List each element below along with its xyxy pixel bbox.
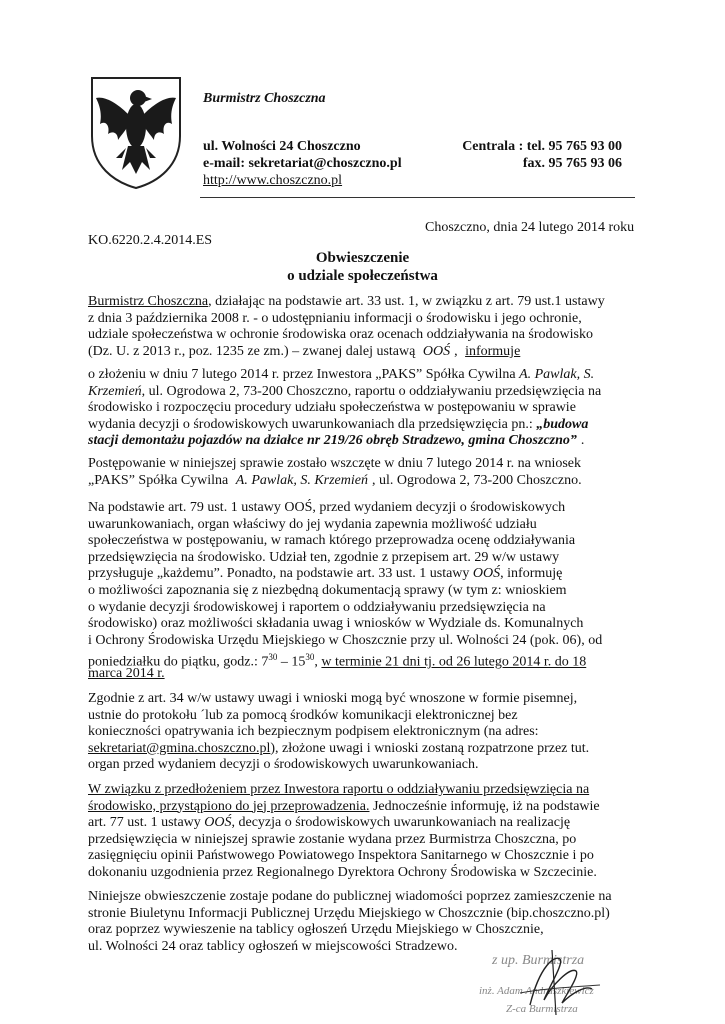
text-line: oraz poprzez wywieszenie na tablicy ogłoszeń Urzędu Miejskiego w Choszcznie, bbox=[88, 922, 544, 938]
fax-number: fax. 95 765 93 06 bbox=[522, 156, 622, 171]
text-line: stronie Biuletynu Informacji Publicznej Urzędu Miejskiego w Choszcznie (bip.choszczno.pl) bbox=[88, 905, 610, 921]
text-line: wydania decyzji o środowiskowych uwarunkowaniach dla przedsięwzięcia pn.: „budowa bbox=[88, 416, 589, 432]
contact-address-block bbox=[203, 138, 402, 189]
text-line: udziale społeczeństwa w ochronie środowiska oraz ocenach oddziaływania na środowisko bbox=[88, 327, 593, 343]
text-line: marca 2014 r. bbox=[88, 665, 165, 681]
text-line: dokonaniu uzgodnienia przez Regionalnego Dyrektora Ochrony Środowiska w Szczecinie. bbox=[88, 864, 597, 880]
text-line: przysługuje „każdemu”. Ponadto, na podstawie art. 33 ust. 1 ustawy OOŚ, informuję bbox=[88, 566, 563, 582]
handwritten-signature bbox=[500, 945, 610, 1020]
text-line: ul. Wolności 24 oraz tablicy ogłoszeń w miejscowości Stradzewo. bbox=[88, 938, 458, 954]
reference-number: KO.6220.2.4.2014.ES bbox=[88, 233, 213, 248]
text-line: (Dz. U. z 2013 r., poz. 1235 ze zm.) – zwanej dalej ustawą OOŚ , informuje bbox=[88, 343, 521, 359]
stamp-authorization: z up. Burmistrza bbox=[492, 953, 585, 968]
text-line: środowisko, przystąpiono do jej przeprowadzenia. Jednocześnie informuję, iż na podstawie bbox=[88, 798, 600, 814]
paragraph-legal-basis bbox=[88, 294, 635, 360]
stamp-signatory-name: inż. Adam Andruszkiewicz bbox=[479, 985, 594, 997]
coat-of-arms-eagle-icon bbox=[88, 74, 184, 192]
paragraph-proceeding-start bbox=[88, 456, 635, 489]
text-line: art. 77 ust. 1 ustawy OOŚ, decyzja o środowiskowych uwarunkowaniach na realizację bbox=[88, 815, 571, 831]
text-line: zasięgnięciu opinii Państwowego Powiatowego Inspektora Sanitarnego w Choszcznie i po bbox=[88, 848, 594, 864]
text-line: organ przed wydaniem decyzji o środowiskowych uwarunkowaniach. bbox=[88, 757, 479, 773]
office-email: e-mail: sekretariat@choszczno.pl bbox=[203, 156, 402, 171]
text-line: Zgodnie z art. 34 w/w ustawy uwagi i wnioski mogą być wnoszone w formie pisemnej, bbox=[88, 691, 578, 706]
paragraph-comments-submission bbox=[88, 691, 635, 774]
paragraph-report-submission bbox=[88, 367, 635, 450]
text-line: środowisko i rozpoczęciu procedury udziału społeczeństwa w postępowaniu w sprawie bbox=[88, 400, 576, 416]
office-address: ul. Wolności 24 Choszczno bbox=[203, 139, 361, 154]
text-line: Burmistrz Choszczna, działając na podstawie art. 33 ust. 1, w związku z art. 79 ust.1 ustawy bbox=[88, 294, 605, 309]
text-line: przedsięwzięcia w niniejszej sprawie zostanie wydana przez Burmistrza Choszczna, po bbox=[88, 831, 577, 847]
text-line: przedsięwzięcia na środowisko. Udział ten, zgodnie z przepisem art. 29 w/w ustawy bbox=[88, 549, 560, 565]
text-line: Krzemień, ul. Ogrodowa 2, 73-200 Choszczno, raportu o oddziaływaniu przedsięwzięcia na bbox=[88, 383, 602, 399]
text-line: o złożeniu w dniu 7 lutego 2014 r. przez Inwestora „PAKS” Spółka Cywilna A. Pawlak, S. bbox=[88, 367, 595, 382]
text-line: z dnia 3 października 2008 r. - o udostępnianiu informacji o środowisku i jego ochronie, bbox=[88, 310, 582, 326]
text-line: W związku z przedłożeniem przez Inwestora raportu o oddziaływaniu przedsięwzięcia na bbox=[88, 782, 590, 797]
stamp-signatory-role: Z-ca Burmistrza bbox=[506, 1003, 578, 1015]
text-line: ustnie do protokołu ´lub za pomocą środków komunikacji elektronicznej bez bbox=[88, 707, 518, 723]
text-line: środowisko) oraz możliwości składania uwag i wniosków w Wydziale ds. Komunalnych bbox=[88, 616, 584, 632]
contact-phones-block bbox=[450, 138, 622, 172]
header-divider bbox=[200, 197, 635, 198]
text-line: poniedziałku do piątku, godz.: $7^{30} - 15^{30}$, w terminie 21 dni tj. od 26 lutego 2014 r. do 18 bbox=[88, 652, 587, 670]
text-line: uwarunkowaniach, organ właściwy do jej wydania zapewnia możliwość udziału bbox=[88, 516, 537, 532]
text-line: Postępowanie w niniejszej sprawie zostało wszczęte w dniu 7 lutego 2014 r. na wniosek bbox=[88, 456, 581, 471]
document-title: Obwieszczenie bbox=[315, 250, 410, 266]
text-line: o możliwości zapoznania się z niezbędną dokumentacją sprawy (w tym z: wnioskiem bbox=[88, 582, 567, 598]
text-line: Niniejsze obwieszczenie zostaje podane do publicznej wiadomości poprzez zamieszczenie na bbox=[88, 889, 612, 904]
text-line: o wydanie decyzji środowiskowej i raportem o oddziaływaniu przedsięwzięcia na bbox=[88, 599, 546, 615]
text-line: „PAKS” Spółka Cywilna A. Pawlak, S. Krzemień , ul. Ogrodowa 2, 73-200 Choszczno. bbox=[88, 472, 582, 488]
secretariat-email-link[interactable]: sekretariat@gmina.choszczno.pl bbox=[88, 740, 271, 756]
text-line: społeczeństwa w postępowaniu, w ramach którego przeprowadza ocenę oddziaływania bbox=[88, 533, 576, 549]
text-line: i Ochrony Środowiska Urzędu Miejskiego w Choszcznie przy ul. Wolności 24 (pok. 06), od bbox=[88, 632, 603, 648]
phone-number: Centrala : tel. 95 765 93 00 bbox=[462, 139, 622, 154]
text-line: stacji demontażu pojazdów na działce nr 219/26 obręb Stradzewo, gmina Choszczno” . bbox=[88, 433, 585, 449]
office-website-link[interactable]: http://www.choszczno.pl bbox=[203, 173, 343, 188]
document-date: Choszczno, dnia 24 lutego 2014 roku bbox=[425, 220, 635, 235]
paragraph-decision-procedure bbox=[88, 782, 635, 882]
text-line: sekretariat@gmina.choszczno.pl), złożone uwagi i wnioski zostaną rozpatrzone przez tut. bbox=[88, 740, 590, 756]
text-line: Na podstawie art. 79 ust. 1 ustawy OOŚ, przed wydaniem decyzji o środowiskowych bbox=[88, 500, 566, 515]
text-line: konieczności opatrywania ich bezpiecznym podpisem elektronicznym (na adres: bbox=[88, 724, 539, 740]
paragraph-public-participation bbox=[88, 500, 635, 683]
mayor-title: Burmistrz Choszczna bbox=[203, 91, 326, 106]
document-subtitle: o udziale społeczeństwa bbox=[287, 268, 438, 284]
